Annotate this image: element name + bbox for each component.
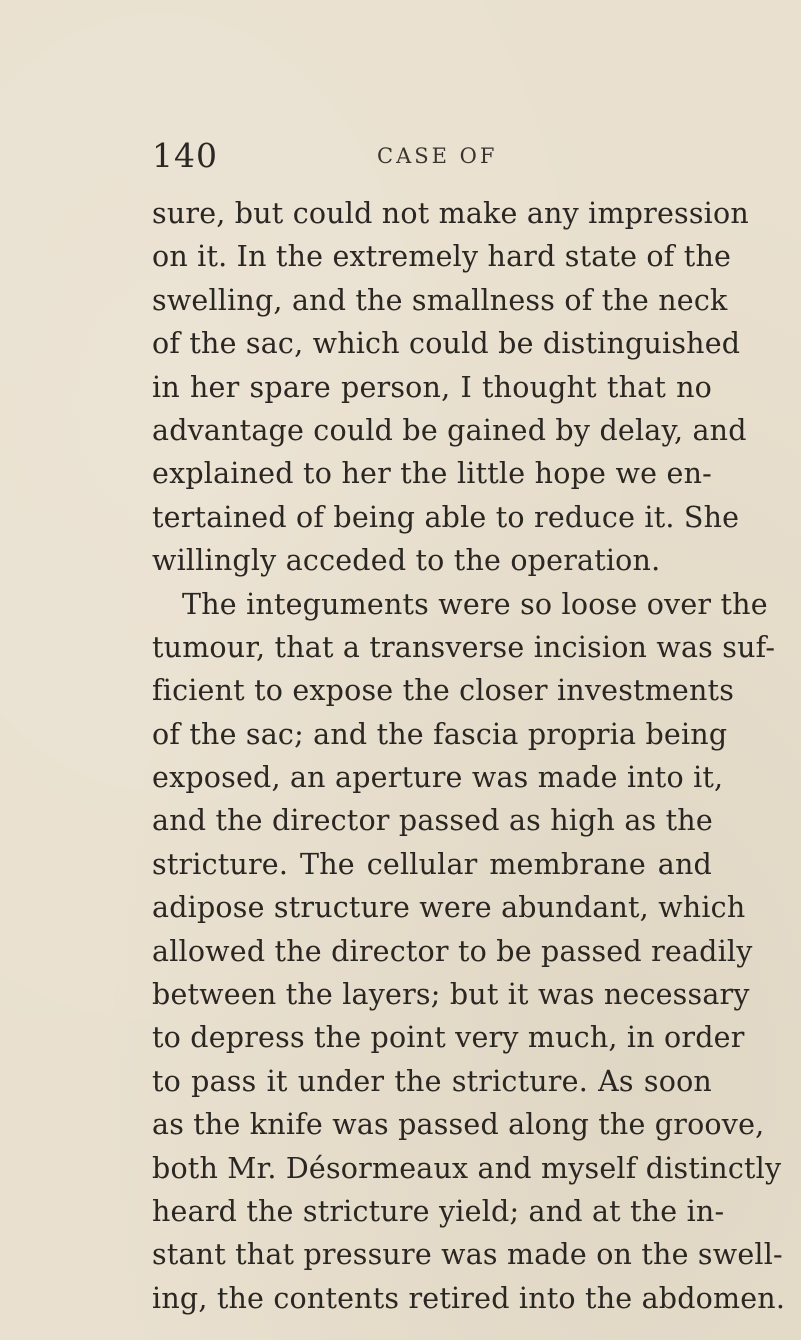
text-line: sure, but could not make any impression (152, 197, 749, 230)
text-line: advantage could be gained by delay, and (152, 413, 747, 447)
text-line: allowed the director to be passed readily (152, 934, 753, 968)
text-line: ing, the contents retired into the abdomen. (152, 1281, 786, 1315)
text-line: stricture. The cellular membrane and (152, 847, 712, 881)
text-line: on it. In the extremely hard state of the (152, 240, 732, 274)
text-line: and the director passed as high as the (152, 804, 713, 838)
text-line: tertained of being able to reduce it. She (152, 500, 740, 534)
running-head: CASE OF (377, 144, 498, 168)
text-line: in her spare person, I thought that no (152, 370, 712, 404)
text-line: to pass it under the stricture. As soon (152, 1064, 712, 1098)
text-line: willingly acceded to the operation. (152, 544, 661, 578)
text-line: The integuments were so loose over the (182, 587, 768, 621)
text-line: both Mr. Désormeaux and myself distinctly (152, 1151, 782, 1185)
text-line: ficient to expose the closer investments (152, 674, 735, 708)
text-line: exposed, an aperture was made into it, (152, 761, 724, 795)
text-line: tumour, that a transverse incision was suf- (152, 630, 776, 664)
text-line: adipose structure were abundant, which (152, 891, 746, 925)
text-line: heard the stricture yield; and at the in- (152, 1194, 725, 1228)
text-line: stant that pressure was made on the swell- (152, 1238, 783, 1272)
body-text (152, 192, 786, 1320)
text-line: of the sac, which could be distinguished (152, 327, 741, 361)
text-line: as the knife was passed along the groove, (152, 1108, 765, 1142)
text-line: swelling, and the smallness of the neck (152, 283, 728, 317)
page-number: 140 (152, 136, 218, 175)
text-line: between the layers; but it was necessary (152, 978, 750, 1012)
page-header (152, 136, 752, 180)
text-line: explained to her the little hope we en- (152, 457, 712, 491)
text-line: to depress the point very much, in order (152, 1021, 745, 1055)
text-line: of the sac; and the fascia propria being (152, 717, 728, 751)
